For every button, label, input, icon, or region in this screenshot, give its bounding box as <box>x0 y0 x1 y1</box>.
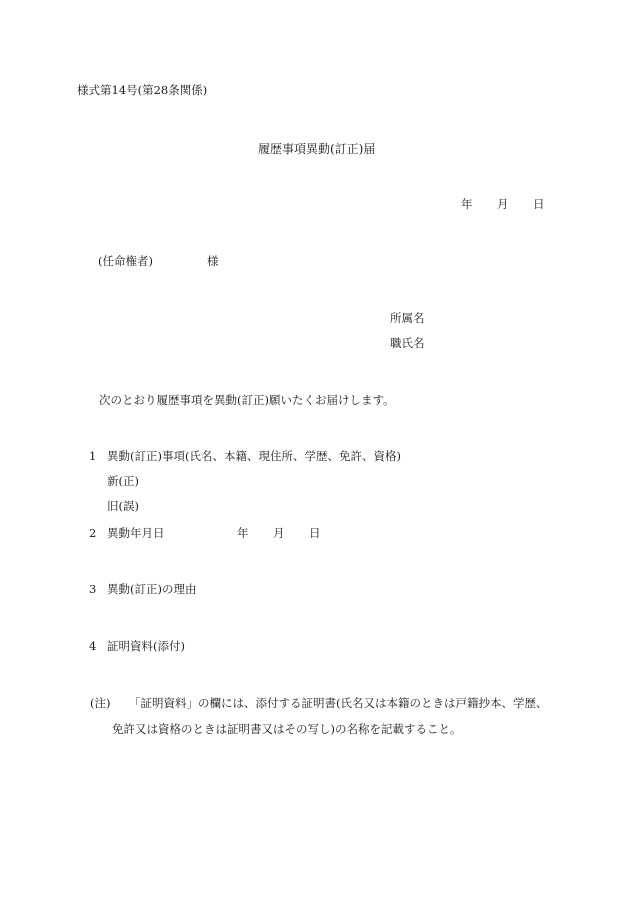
item-1-old: 旧(誤) <box>107 499 139 513</box>
item-3-label: 異動(訂正)の理由 <box>107 582 197 596</box>
item-3-number: 3 <box>89 582 97 596</box>
item-1-label: 異動(訂正)事項(氏名、本籍、現住所、学歴、免許、資格) <box>107 449 401 463</box>
addressee-honorific: 様 <box>207 254 219 268</box>
date-month: 月 <box>497 197 509 211</box>
date-year: 年 <box>461 197 473 211</box>
affiliation-label: 所属名 <box>390 311 425 325</box>
item-2-year: 年 <box>237 526 249 540</box>
intro-text: 次のとおり履歴事項を異動(訂正)願いたくお届けします。 <box>99 393 395 407</box>
item-2-number: 2 <box>89 526 97 540</box>
addressee-role: (任命権者) <box>98 254 153 268</box>
item-4-label: 証明資料(添付) <box>107 639 185 653</box>
item-1-new: 新(正) <box>107 474 139 488</box>
note-line-2: 免許又は資格のときは証明書又はその写し)の名称を記載すること。 <box>112 722 462 736</box>
note-label: (注) <box>90 696 111 710</box>
form-number: 様式第14号(第28条関係) <box>77 83 208 97</box>
name-label: 職氏名 <box>390 336 425 350</box>
date-day: 日 <box>533 197 545 211</box>
item-1-number: 1 <box>89 449 97 463</box>
page-title: 履歴事項異動(訂正)届 <box>258 142 376 156</box>
item-2-label: 異動年月日 <box>107 526 165 540</box>
note-line-1: 「証明資料」の欄には、添付する証明書(氏名又は本籍のときは戸籍抄本、学歴、 <box>129 696 548 710</box>
item-2-day: 日 <box>309 526 321 540</box>
item-2-month: 月 <box>273 526 285 540</box>
item-4-number: 4 <box>89 639 97 653</box>
